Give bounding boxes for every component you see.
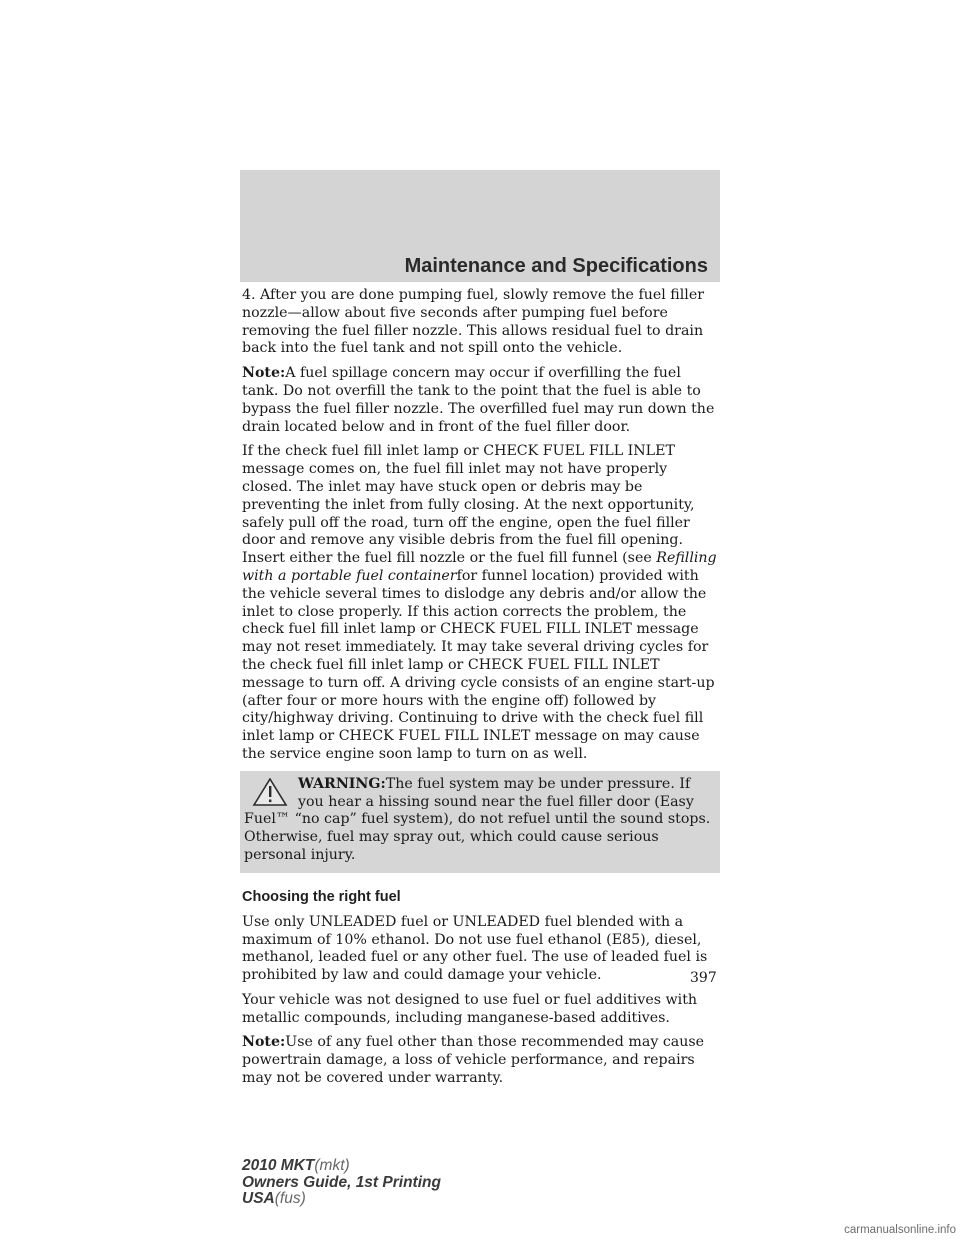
warning-text: The fuel system may be under pressure. If you hear a hissing sound near the fuel filler door (Easy Fuel™ “no cap” fuel system), do not refuel until the sound stops. Otherwise, fuel may spray out, which could cause serious personal injury. xyxy=(244,775,711,863)
step-4-paragraph: 4. After you are done pumping fuel, slowly remove the fuel filler nozzle—allow about five seconds after pumping fuel before removing the fuel filler nozzle. This allows residual fuel to drain back into the fuel tank and not spill onto the vehicle. xyxy=(242,287,705,357)
cross-reference: Refilling with a portable fuel container xyxy=(242,550,717,584)
warning-label: WARNING: xyxy=(298,775,386,792)
check-fuel-paragraph xyxy=(242,443,720,763)
footer-region-code: (fus) xyxy=(274,1190,306,1207)
page-number: 397 xyxy=(690,970,717,986)
warning-paragraph xyxy=(244,776,712,865)
unleaded-paragraph: Use only UNLEADED fuel or UNLEADED fuel blended with a maximum of 10% ethanol. Do not use fuel ethanol (E85), diesel, methanol, leaded fuel or any other fuel. The use of leaded fuel is prohibited by law and could damage your vehicle. xyxy=(242,913,708,984)
footer-guide: Owners Guide, 1st Printing xyxy=(242,1173,441,1191)
note-text: A fuel spillage concern may occur if overfilling the fuel tank. Do not overfill the tank to the point that the fuel is able to bypass the fuel filler nozzle. The overfilled fuel may run down the drain located below and in front of the fuel filler door. xyxy=(242,365,715,435)
check-fuel-text-2: for funnel location) provided with the vehicle several times to dislodge any debris and/or allow the inlet to close properly. If this action corrects the problem, the check fuel fill inlet lamp or CHECK FUEL FILL INLET message may not reset immediately. It may take several driving cycles for the check fuel fill inlet lamp or CHECK FUEL FILL INLET message to turn off. A driving cycle consists of an engine start-up (after four or more hours with the engine off) followed by city/highway driving. Continuing to drive with the check fuel fill inlet lamp or CHECK FUEL FILL INLET message on may cause the service engine soon lamp to turn on as well. xyxy=(242,567,715,762)
warning-box xyxy=(240,771,720,873)
watermark: carmanualsonline.info xyxy=(844,1224,956,1236)
print-footer xyxy=(242,1158,441,1208)
note-text: Use of any fuel other than those recommended may cause powertrain damage, a loss of vehicle performance, and repairs may not be covered under warranty. xyxy=(242,1034,705,1087)
note-warranty xyxy=(242,1034,720,1087)
section-title: Maintenance and Specifications xyxy=(404,255,708,277)
footer-region: USA xyxy=(242,1190,275,1207)
section-header xyxy=(240,170,720,282)
page-content xyxy=(242,287,720,1095)
note-label: Note: xyxy=(242,365,286,382)
footer-model-code: (mkt) xyxy=(314,1157,350,1174)
check-fuel-text-1: If the check fuel fill inlet lamp or CHECK FUEL FILL INLET message comes on, the fuel fill inlet may not have properly closed. The inlet may have stuck open or debris may be preventing the inlet from fully closing. At the next opportunity, safely pull off the road, turn off the engine, open the fuel filler door and remove any visible debris from the fuel fill opening. Insert either the fuel fill nozzle or the fuel fill funnel (see xyxy=(242,443,695,567)
footer-model: 2010 MKT xyxy=(242,1157,315,1174)
metallic-paragraph: Your vehicle was not designed to use fuel or fuel additives with metallic compounds, including manganese-based additives. xyxy=(242,991,698,1026)
note-spillage xyxy=(242,365,720,436)
note-label: Note: xyxy=(242,1034,286,1051)
warning-triangle-icon xyxy=(248,778,298,806)
heading-choosing-fuel: Choosing the right fuel xyxy=(242,888,401,905)
